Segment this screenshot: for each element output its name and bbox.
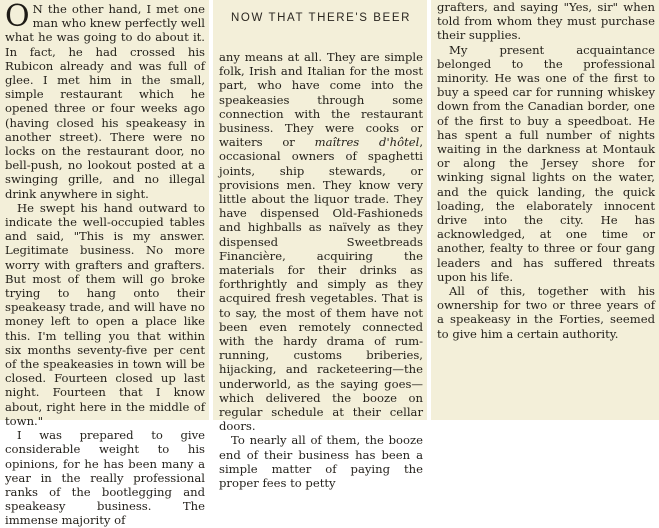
paragraph-authority-text: All of this, together with his ownership for two or three years of a speakeasy in the Forties, seemed to give him a certain authority. bbox=[437, 284, 655, 341]
paragraph-prepared bbox=[5, 428, 205, 527]
paragraph-grafters-text: grafters, and saying "Yes, sir" when told from whom they must purchase their supplies. bbox=[437, 0, 655, 43]
running-header: NOW THAT THERE'S BEER bbox=[231, 12, 411, 24]
paragraph-quote bbox=[5, 201, 205, 428]
paragraph-acquaintance-text: My present acquaintance belonged to the professional minority. He was one of the first to buy a speed car for running whiskey down from the Canadian border, one of the first to buy a speedboat. He has spent a full number of nights waiting in the darkness at Montauk or along the Jersey shore for winking signal lights on the water, and the quick landing, the quick loading, the elaborately innocent drive into the city. He has acknowledged, at one time or another, fealty to three or four gang leaders and has suffered threats upon his life. bbox=[437, 42, 655, 284]
opening-paragraph bbox=[5, 2, 205, 201]
text-column-middle bbox=[213, 0, 427, 491]
paragraph-grafters bbox=[437, 0, 655, 43]
drop-cap: O bbox=[5, 0, 30, 34]
text-column-right bbox=[431, 0, 659, 420]
text-column-left bbox=[0, 0, 209, 528]
paragraph-simple-folk-text-a: any means at all. They are simple folk, Irish and Italian for the most part, who have come into the speakeasies through some connection with the restaurant business. They were cooks or waiters or bbox=[219, 50, 423, 150]
paragraph-authority bbox=[437, 284, 655, 341]
maitres-dhotel-italic: maîtres d'hôtel bbox=[314, 135, 420, 150]
paragraph-booze-end bbox=[219, 433, 423, 490]
paragraph-booze-end-text: To nearly all of them, the booze end of their business has been a simple matter of paying the proper fees to petty bbox=[219, 433, 423, 491]
paragraph-acquaintance bbox=[437, 43, 655, 284]
paragraph-prepared-text: I was prepared to give considerable weight to his opinions, for he has been many a year in the really professional ranks of the bootlegging and speakeasy business. The immense majority of bbox=[5, 428, 205, 528]
paragraph-simple-folk bbox=[219, 50, 423, 433]
paragraph-simple-folk-text-b: , occasional owners of spaghetti joints, ship stewards, or provisions men. They know very little about the liquor trade. They have dispensed Old-Fashioneds and highballs as naïvely as they dispensed Sweetbreads Financière, acquiring the materials for their drinks as forthrightly and simply as they acquired fresh vegetables. That is to say, the most of them have not been even remotely connected with the hardy drama of rum-running, customs briberies, hijacking, and racketeering—the underworld, as the saying goes—which delivered the booze on regular schedule at their cellar doors. bbox=[219, 135, 423, 434]
paragraph-quote-text: He swept his hand outward to indicate the well-occupied tables and said, "This is my answer. Legitimate business. No more worry with grafters and grafters. But most of them will go broke trying to hang onto their speakeasy trade, and will have no money left to open a place like this. I'm telling you that within six months seventy-five per cent of the speakeasies in town will be closed. Fourteen closed up last night. Fourteen that I know about, right here in the middle of town." bbox=[5, 200, 205, 428]
opening-paragraph-text: N the other hand, I met one man who knew perfectly well what he was going to do about it. In fact, he had crossed his Rubicon already and was full of glee. I met him in the small, simple restaurant which he opened three or four weeks ago (having closed his speakeasy in another street). There were no locks on the restaurant door, no bell-push, no lookout posted at a swinging grille, and no illegal drink anywhere in sight. bbox=[5, 2, 205, 201]
